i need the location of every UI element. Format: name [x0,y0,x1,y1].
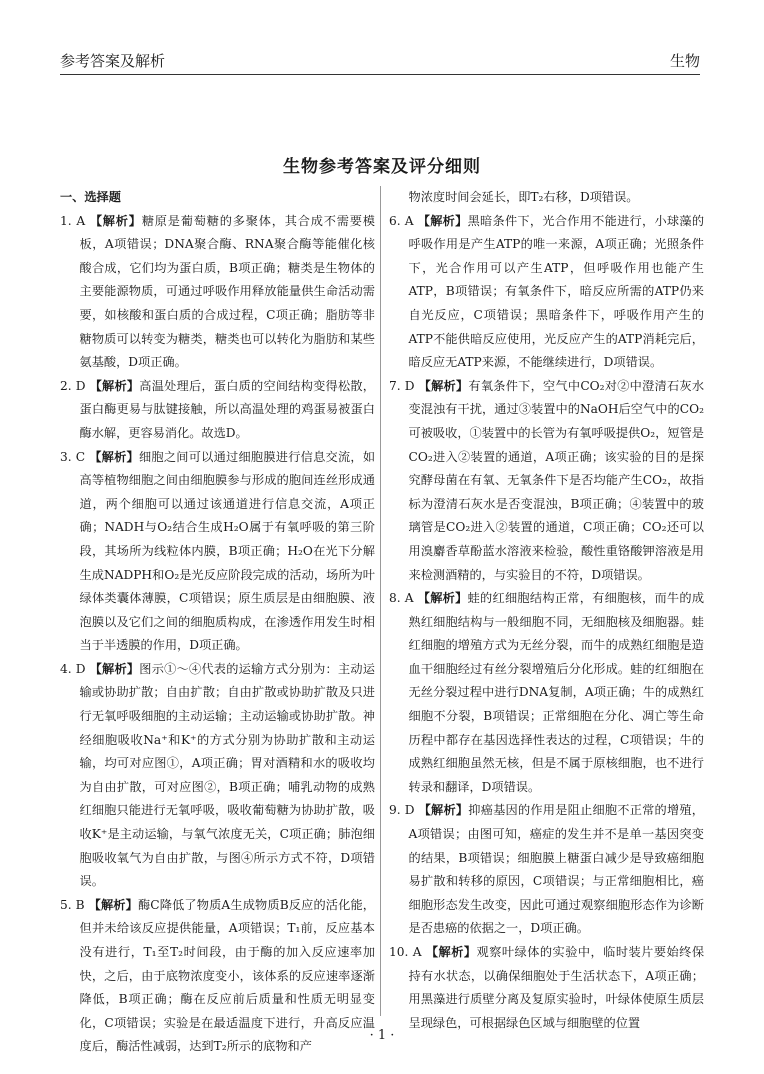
answer-item [60,210,375,375]
answer-item [60,446,375,658]
answer-item [389,941,704,1035]
right-column [389,186,704,1035]
answer-number: 8. A [389,591,418,606]
answer-number: 3. C [60,449,90,464]
left-column [60,186,375,1059]
analysis-tag: 【解析】 [425,945,477,959]
answer-number: 7. D [389,378,419,393]
column-divider [380,186,381,1016]
section-heading: 一、选择题 [60,190,121,204]
answer-text: 物浓度时间会延长，即T₂右移，D项错误。 [408,190,639,204]
analysis-tag: 【解析】 [418,803,469,818]
answer-item [389,186,704,210]
analysis-tag: 【解析】 [417,213,468,228]
page-title: 生物参考答案及评分细则 [283,157,481,177]
answer-item [389,799,704,941]
analysis-tag: 【解析】 [89,213,142,228]
answer-number: 4. D [60,661,90,676]
page-number: · 1 · [369,1028,395,1043]
right-question-list [389,186,704,1035]
answer-number: 5. B [60,897,89,912]
answer-number: 2. D [60,378,90,393]
answer-text: 高温处理后，蛋白质的空间结构变得松散，蛋白酶更易与肽键接触，所以高温处理的鸡蛋易被蛋白酶水解，更容易消化。故选D。 [79,378,375,440]
answer-item [60,658,375,894]
header-left-text: 参考答案及解析 [60,52,166,70]
answer-text: 细胞之间可以通过细胞膜进行信息交流，如高等植物细胞之间由细胞膜参与形成的胞间连丝形成通道，两个细胞可以通过该通道进行信息交流，A项正确；NADH与O₂结合生成H₂O属于有氧呼吸的第三阶段，其场所为线粒体内膜，B项正确；H₂O在光下分解生成NADPH和O₂是光反应阶段完成的活动，场所为叶绿体类囊体薄膜，C项错误；原生质层是由细胞膜、液泡膜以及它们之间的细胞质构成，在渗透作用发生时相当于半透膜的作用，D项正确。 [79,449,376,653]
answer-number: 10. A [389,945,426,959]
header-subject: 生物 [669,52,700,70]
answer-text: 观察叶绿体的实验中，临时装片要始终保持有水状态，以确保细胞处于生活状态下，A项正确；用黑藻进行质壁分离及复原实验时，叶绿体使原生质层呈现绿色，可根据绿色区域与细胞壁的位置 [408,945,705,1030]
answer-text: 糖原是葡萄糖的多聚体，其合成不需要模板，A项错误；DNA聚合酶、RNA聚合酶等能催化核酸合成，它们均为蛋白质，B项正确；糖类是生物体的主要能源物质，可通过呼吸作用释放能量供生命活动需要，如核酸和蛋白质的合成过程，C项正确；脂肪等非糖物质可以转变为糖类，糖类也可以转化为脂肪和某些氨基酸，D项正确。 [79,213,375,370]
answer-number: 1. A [60,213,90,228]
left-question-list [60,210,375,1059]
answer-text: 酶C降低了物质A生成物质B反应的活化能，但并未给该反应提供能量，A项错误；T₁前，反应基本没有进行，T₁至T₂时间段，由于酶的加入反应速率加快，之后，由于底物浓度变小，该体系的反应速率逐渐降低，B项正确；酶在反应前后质量和性质无明显变化，C项错误；实验是在最适温度下进行，升高反应温度后，酶活性减弱，达到T₂所示的底物和产 [79,897,375,1054]
answer-text: 有氧条件下，空气中CO₂对②中澄清石灰水变混浊有干扰，通过③装置中的NaOH后空气中的CO₂可被吸收，①装置中的长管为有氧呼吸提供O₂，短管是CO₂进入②装置的通道，A项正确；该实验的目的是探究酵母菌在有氧、无氧条件下是否均能产生CO₂，故指标为澄清石灰水是否变混浊，B项正确；④装置中的玻璃管是CO₂进入②装置的通道，C项正确；CO₂还可以用溴麝香草酚蓝水溶液来检验，酸性重铬酸钾溶液是用来检测酒精的，与实验目的不符，D项错误。 [408,378,705,582]
answer-item [389,210,704,375]
answer-item [389,375,704,587]
answer-item [389,587,704,799]
answer-text: 抑癌基因的作用是阻止细胞不正常的增殖，A项错误；由图可知，癌症的发生并不是单一基因突变的结果，B项错误；细胞膜上糖蛋白减少是导致癌细胞易扩散和转移的原因，C项错误；与正常细胞相比，癌细胞形态发生改变，因此可通过观察细胞形态作为诊断是否患癌的依据之一，D项正确。 [408,803,704,936]
answer-item [60,375,375,446]
analysis-tag: 【解析】 [418,378,469,393]
analysis-tag: 【解析】 [89,378,140,393]
page-header [60,44,700,75]
analysis-tag: 【解析】 [89,449,139,464]
analysis-tag: 【解析】 [89,661,140,676]
answer-number: 6. A [389,213,418,228]
analysis-tag: 【解析】 [417,591,468,606]
answer-text: 黑暗条件下，光合作用不能进行，小球藻的呼吸作用是产生ATP的唯一来源，A项正确；光照条件下，光合作用可以产生ATP，但呼吸作用也能产生ATP，B项错误；有氧条件下，暗反应所需的ATP仍来自光反应，C项错误；黑暗条件下，呼吸作用产生的ATP不能供暗反应使用，光反应产生的ATP消耗完后，暗反应无ATP来源，不能继续进行，D项错误。 [408,213,705,370]
answer-text: 蛙的红细胞结构正常，有细胞核，而牛的成熟红细胞结构与一般细胞不同，无细胞核及细胞器。蛙红细胞的增殖方式为无丝分裂，而牛的成熟红细胞是造血干细胞经过有丝分裂增殖后分化形成。蛙的红细胞在无丝分裂过程中进行DNA复制，A项正确；牛的成熟红细胞不分裂，B项错误；正常细胞在分化、凋亡等生命历程中都存在基因选择性表达的过程，C项错误；牛的成熟红细胞虽然无核，但是不属于原核细胞，也不进行转录和翻译，D项错误。 [408,591,705,794]
answer-text: 图示①～④代表的运输方式分别为：主动运输或协助扩散；自由扩散；自由扩散或协助扩散及只进行无氧呼吸细胞的主动运输；主动运输或协助扩散。神经细胞吸收Na⁺和K⁺的方式分别为协助扩散和主动运输，均可对应图①，A项正确；胃对酒精和水的吸收均为自由扩散，可对应图②，B项正确；哺乳动物的成熟红细胞只能进行无氧呼吸，吸收葡萄糖为协助扩散，吸收K⁺是主动运输，与氧气浓度无关，C项正确；肺泡细胞吸收氧气为自由扩散，与图④所示方式不符，D项错误。 [79,661,375,889]
analysis-tag: 【解析】 [88,897,138,912]
answer-number: 9. D [389,803,419,818]
